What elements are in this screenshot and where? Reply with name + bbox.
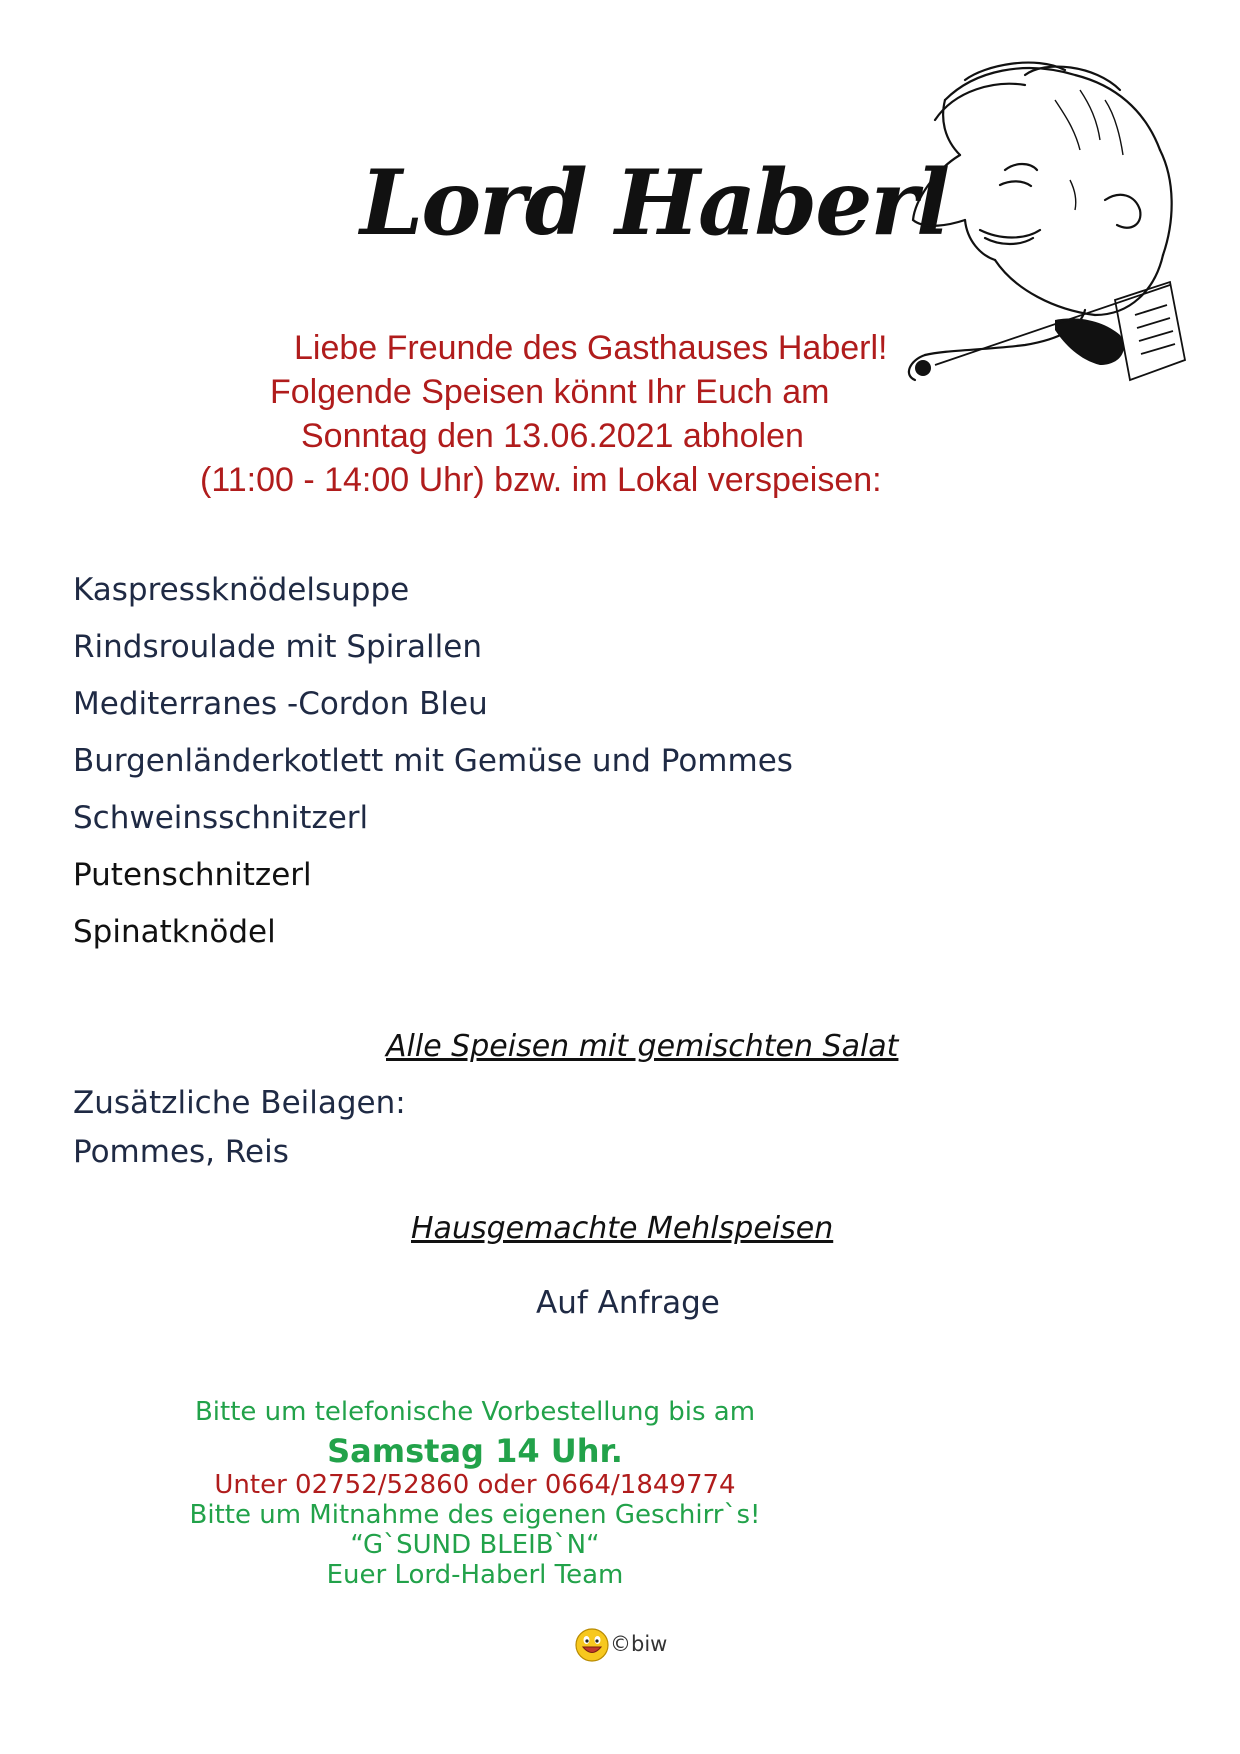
menu-item: Putenschnitzerl bbox=[73, 857, 312, 893]
copyright-text: ©biw bbox=[610, 1632, 668, 1656]
sides-value: Pommes, Reis bbox=[73, 1134, 289, 1170]
smiley-icon bbox=[575, 1628, 609, 1662]
menu-item: Burgenländerkotlett mit Gemüse und Pommes bbox=[73, 743, 793, 779]
order-line: Bitte um telefonische Vorbestellung bis am bbox=[194, 1397, 756, 1427]
dessert-heading: Hausgemachte Mehlspeisen bbox=[411, 1211, 834, 1246]
menu-item: Schweinsschnitzerl bbox=[73, 800, 369, 836]
menu-item: Kaspressknödelsuppe bbox=[73, 572, 410, 608]
signature: Euer Lord-Haberl Team bbox=[326, 1560, 624, 1590]
menu-item: Rindsroulade mit Spirallen bbox=[73, 629, 482, 665]
dessert-value: Auf Anfrage bbox=[536, 1285, 720, 1321]
intro-line-3: Sonntag den 13.06.2021 abholen bbox=[301, 417, 804, 455]
dishes-line: Bitte um Mitnahme des eigenen Geschirr`s! bbox=[189, 1500, 761, 1530]
sides-label: Zusätzliche Beilagen: bbox=[73, 1085, 406, 1121]
menu-item: Mediterranes -Cordon Bleu bbox=[73, 686, 488, 722]
menu-item: Spinatknödel bbox=[73, 914, 276, 950]
caricature-illustration bbox=[905, 60, 1235, 450]
greeting: “G`SUND BLEIB`N“ bbox=[350, 1530, 600, 1560]
logo-wordmark: Lord Haberl bbox=[360, 150, 949, 256]
phone-line: Unter 02752/52860 oder 0664/1849774 bbox=[214, 1470, 736, 1500]
intro-line-2: Folgende Speisen könnt Ihr Euch am bbox=[270, 373, 830, 411]
salad-note: Alle Speisen mit gemischten Salat bbox=[386, 1029, 899, 1064]
deadline: Samstag 14 Uhr. bbox=[327, 1432, 623, 1470]
intro-line-1: Liebe Freunde des Gasthauses Haberl! bbox=[294, 329, 888, 367]
intro-line-4: (11:00 - 14:00 Uhr) bzw. im Lokal verspeisen: bbox=[200, 461, 882, 499]
